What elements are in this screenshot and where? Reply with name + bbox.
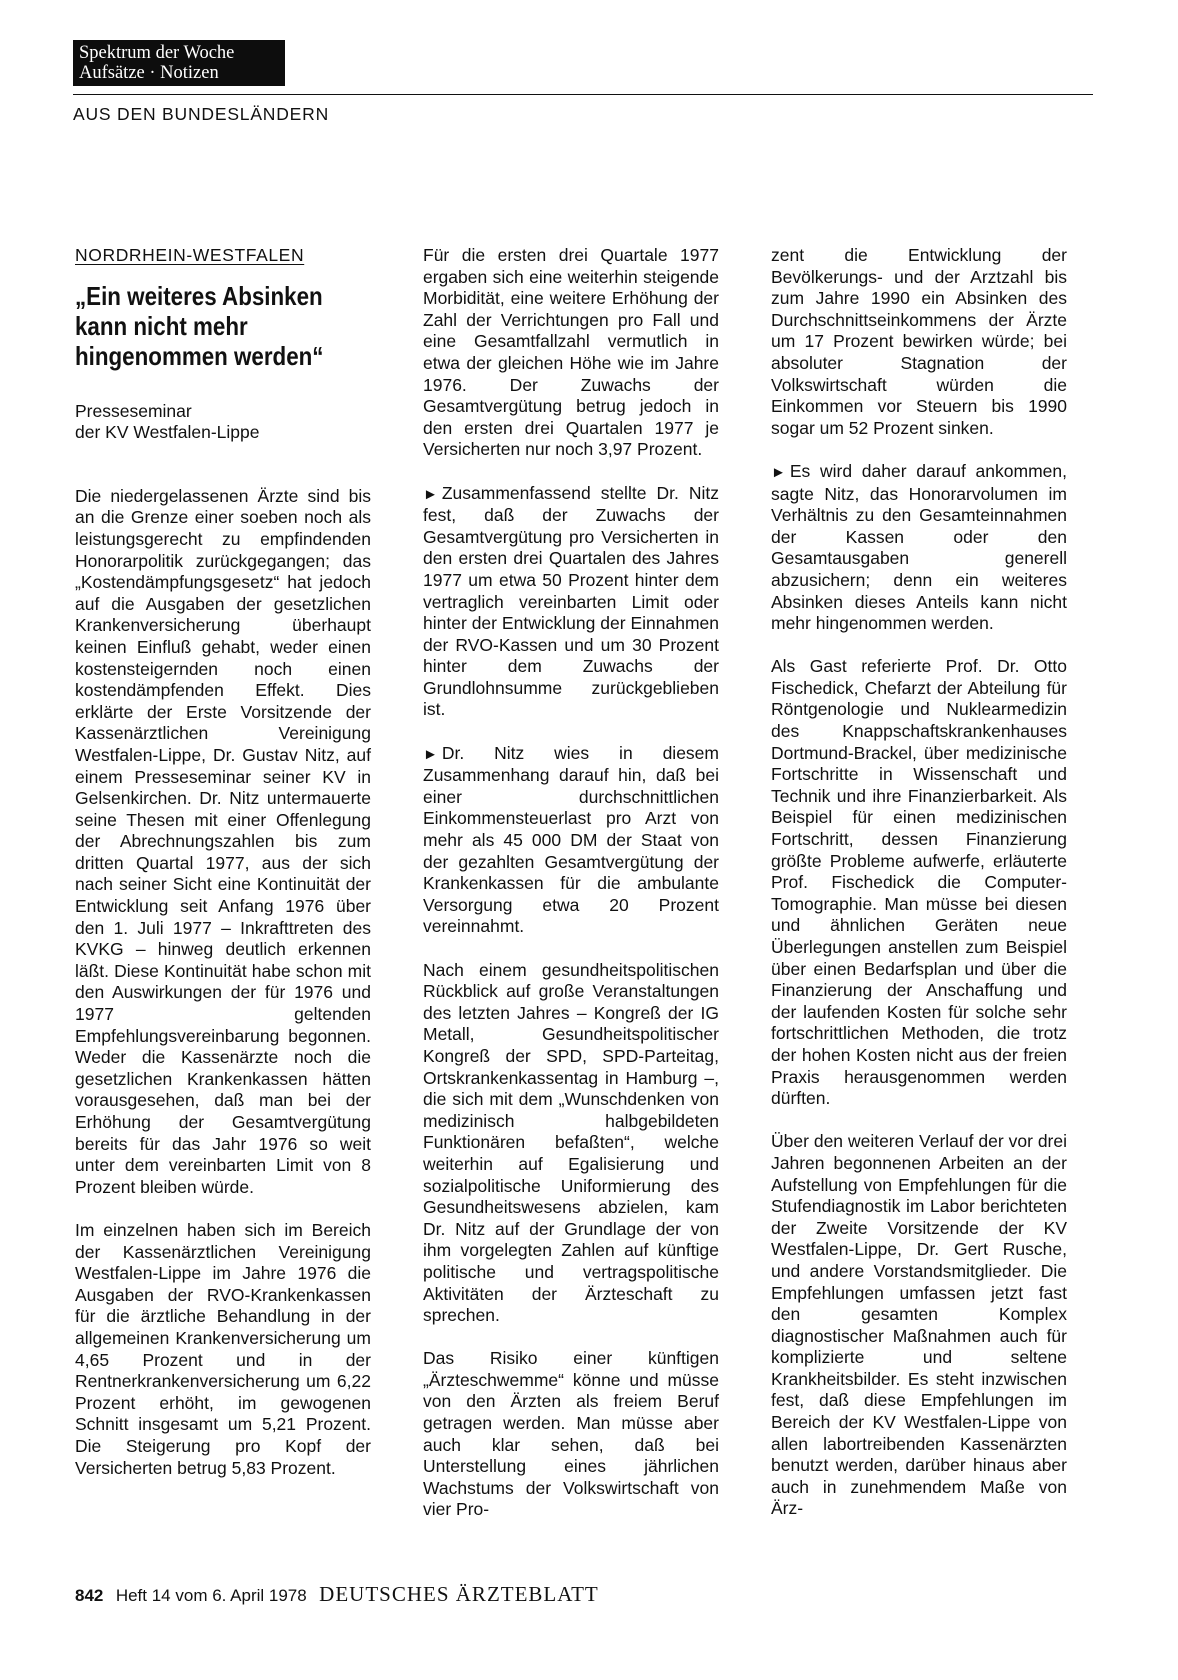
header-box-line-1: Spektrum der Woche (79, 43, 235, 63)
paragraph: Im einzelnen haben sich im Bereich der Kassenärztlichen Vereinigung Westfalen-Lippe im Jahre 1976 die Ausgaben der RVO-Krankenkassen für die ärztliche Behandlung in der allgemeinen Krankenversicherung um 4,65 Prozent und in der Rentnerkrankenversicherung um 6,22 Prozent erhöht, im gewogenen Schnitt insgesamt um 5,21 Prozent. Die Steigerung pro Kopf der Versicherten betrug 5,83 Prozent. (75, 1219, 371, 1478)
paragraph: Das Risiko einer künftigen „Ärzteschwemme“ könne und müsse von den Ärzten als freiem Beruf getragen werden. Man müsse aber auch klar sehen, daß bei Unterstellung eines jährlichen Wachstums der Volkswirtschaft von vier Pro- (423, 1348, 719, 1520)
paragraph: Über den weiteren Verlauf der vor drei Jahren begonnenen Arbeiten an der Aufstellung von Empfehlungen für die Stufendiagnostik im Labor berichteten der Zweite Vorsitzende der KV Westfalen-Lippe, Dr. Gert Rusche, und andere Vorstandsmitglieder. Die Empfehlungen umfassen jetzt fast den gesamten Komplex diagnostischer Maßnahmen auch für komplizierte und seltene Krankheitsbilder. Es steht inzwischen fest, daß diese Empfehlungen im Bereich der KV Westfalen-Lippe von allen labortreibenden Kassenärzten benutzt werden, darüber hinaus aber auch in zunehmendem Maße von Ärz- (771, 1131, 1067, 1519)
journal-name: DEUTSCHES ÄRZTEBLATT (319, 1582, 599, 1606)
arrow-bullet-icon: ► (771, 463, 786, 481)
header-box-line-2: Aufsätze · Notizen (79, 63, 219, 83)
article-subtitle: Presseseminar der KV Westfalen-Lippe (75, 400, 260, 443)
page-footer (75, 1582, 599, 1607)
paragraph: Als Gast referierte Prof. Dr. Otto Fischedick, Chefarzt der Abteilung für Röntgenologie und Nuklearmedizin des Knappschaftskrankenhauses Dortmund-Brackel, über medizinische Fortschritte in Wissenschaft und Technik und ihre Finanzierbarkeit. Als Beispiel für einen medizinischen Fortschritt, dessen Finanzierung größte Probleme aufwerfe, erläuterte Prof. Fischedick die Computer-Tomographie. Man müsse bei diesen und ähnlichen Geräten neue Überlegungen anstellen zum Beispiel über einen Bedarfsplan und über die Finanzierung der Anschaffung und der laufenden Kosten für solche sehr fortschrittlichen Methoden, die trotz der hohen Kosten nicht aus der freien Praxis herausgenommen werden dürften. (771, 656, 1067, 1109)
article-column-1 (75, 245, 371, 1501)
article-column-2 (423, 245, 719, 1543)
section-header-box (73, 40, 285, 86)
article-column-3 (771, 245, 1067, 1542)
section-label: AUS DEN BUNDESLÄNDERN (73, 104, 330, 124)
arrow-bullet-icon: ► (423, 745, 438, 763)
paragraph (423, 743, 719, 938)
arrow-bullet-icon: ► (423, 485, 438, 503)
top-rule (73, 94, 1093, 95)
paragraph (771, 461, 1067, 635)
paragraph: Die niedergelassenen Ärzte sind bis an die Grenze einer soeben noch als leistungsgerecht zu empfindenden Honorarpolitik zurückgegangen; das „Kostendämpfungsgesetz“ hat jedoch auf die Ausgaben der gesetzlichen Krankenversicherung überhaupt keinen Einfluß gehabt, weder einen kostensteigernden noch einen kostendämpfenden Effekt. Dies erklärte der Erste Vorsitzende der Kassenärztlichen Vereinigung Westfalen-Lippe, Dr. Gustav Nitz, auf einem Presseseminar seiner KV in Gelsenkirchen. Dr. Nitz untermauerte seine Thesen mit einer Offenlegung der Abrechnungszahlen bis zum dritten Quartal 1977, aus der sich nach seiner Sicht eine Kontinuität der Entwicklung seit Anfang 1976 über den 1. Juli 1977 – Inkrafttreten des KVKG – hinweg deutlich erkennen läßt. Diese Kontinuität habe schon mit den Auswirkungen der für 1976 und 1977 geltenden Empfehlungsvereinbarung begonnen. Weder die Kassenärzte noch die gesetzlichen Krankenkassen hätten vorausgesehen, daß man bei der Erhöhung der Gesamtvergütung bereits für das Jahr 1976 so weit unter dem vereinbarten Limit von 8 Prozent bleiben würde. (75, 485, 371, 1197)
paragraph: zent die Entwicklung der Bevölkerungs- und der Arztzahl bis zum Jahre 1990 ein Absinken des Durchschnittseinkommens der Ärzte um 17 Prozent bewirken würde; bei absoluter Stagnation der Volkswirtschaft würden die Einkommen vor Steuern bis 1990 sogar um 52 Prozent sinken. (771, 245, 1067, 438)
paragraph (423, 483, 719, 722)
paragraph: Nach einem gesundheitspolitischen Rückblick auf große Veranstaltungen des letzten Jahres – Kongreß der IG Metall, Gesundheitspolitischer Kongreß der SPD, SPD-Parteitag, Ortskrankenkassentag in Hamburg –, die sich mit dem „Wunschdenken von medizinisch halbgebildeten Funktionären befaßten“, welche weiterhin auf Egalisierung und sozialpolitische Uniformierung des Gesundheitswesens abzielen, kam Dr. Nitz auf der Grundlage der von ihm vorgelegten Zahlen auf künftige politische und vertragspolitische Aktivitäten der Ärzteschaft zu sprechen. (423, 959, 719, 1326)
issue-info: Heft 14 vom 6. April 1978 (115, 1586, 307, 1605)
page-number: 842 (75, 1586, 104, 1605)
article-kicker: NORDRHEIN-WESTFALEN (75, 245, 305, 265)
paragraph-text: Zusammenfassend stellte Dr. Nitz fest, daß der Zuwachs der Gesamtvergütung pro Versicherten in den ersten drei Quartalen des Jahres 1977 um etwa 50 Prozent hinter dem vertraglich vereinbarten Limit oder hinter der Entwicklung der Einnahmen der RVO-Kassen und um 30 Prozent hinter dem Zuwachs der Grundlohnsumme zurückgeblieben ist. (423, 482, 719, 720)
paragraph-text: Es wird daher darauf ankommen, sagte Nitz, das Honorarvolumen im Verhältnis zu den Gesamteinnahmen der Kassen oder den Gesamtausgaben generell abzusichern; denn ein weiteres Absinken dieses Anteils kann nicht mehr hingenommen werden. (771, 460, 1067, 634)
article-headline: „Ein weiteres Absinken kann nicht mehr hingenommen werden“ (75, 280, 324, 371)
paragraph-text: Dr. Nitz wies in diesem Zusammenhang darauf hin, daß bei einer durchschnittlichen Einkommensteuerlast pro Arzt von mehr als 45 000 DM der Staat von der gezahlten Gesamtvergütung der Krankenkassen für die ambulante Versorgung etwa 20 Prozent vereinnahmt. (423, 742, 719, 937)
paragraph: Für die ersten drei Quartale 1977 ergaben sich eine weiterhin steigende Morbidität, eine weitere Erhöhung der Zahl der Verrichtungen pro Fall und eine Gesamtfallzahl vermutlich in etwa der gleichen Höhe wie im Jahre 1976. Der Zuwachs der Gesamtvergütung betrug jedoch in den ersten drei Quartalen 1977 je Versicherten nur noch 3,97 Prozent. (423, 245, 719, 460)
